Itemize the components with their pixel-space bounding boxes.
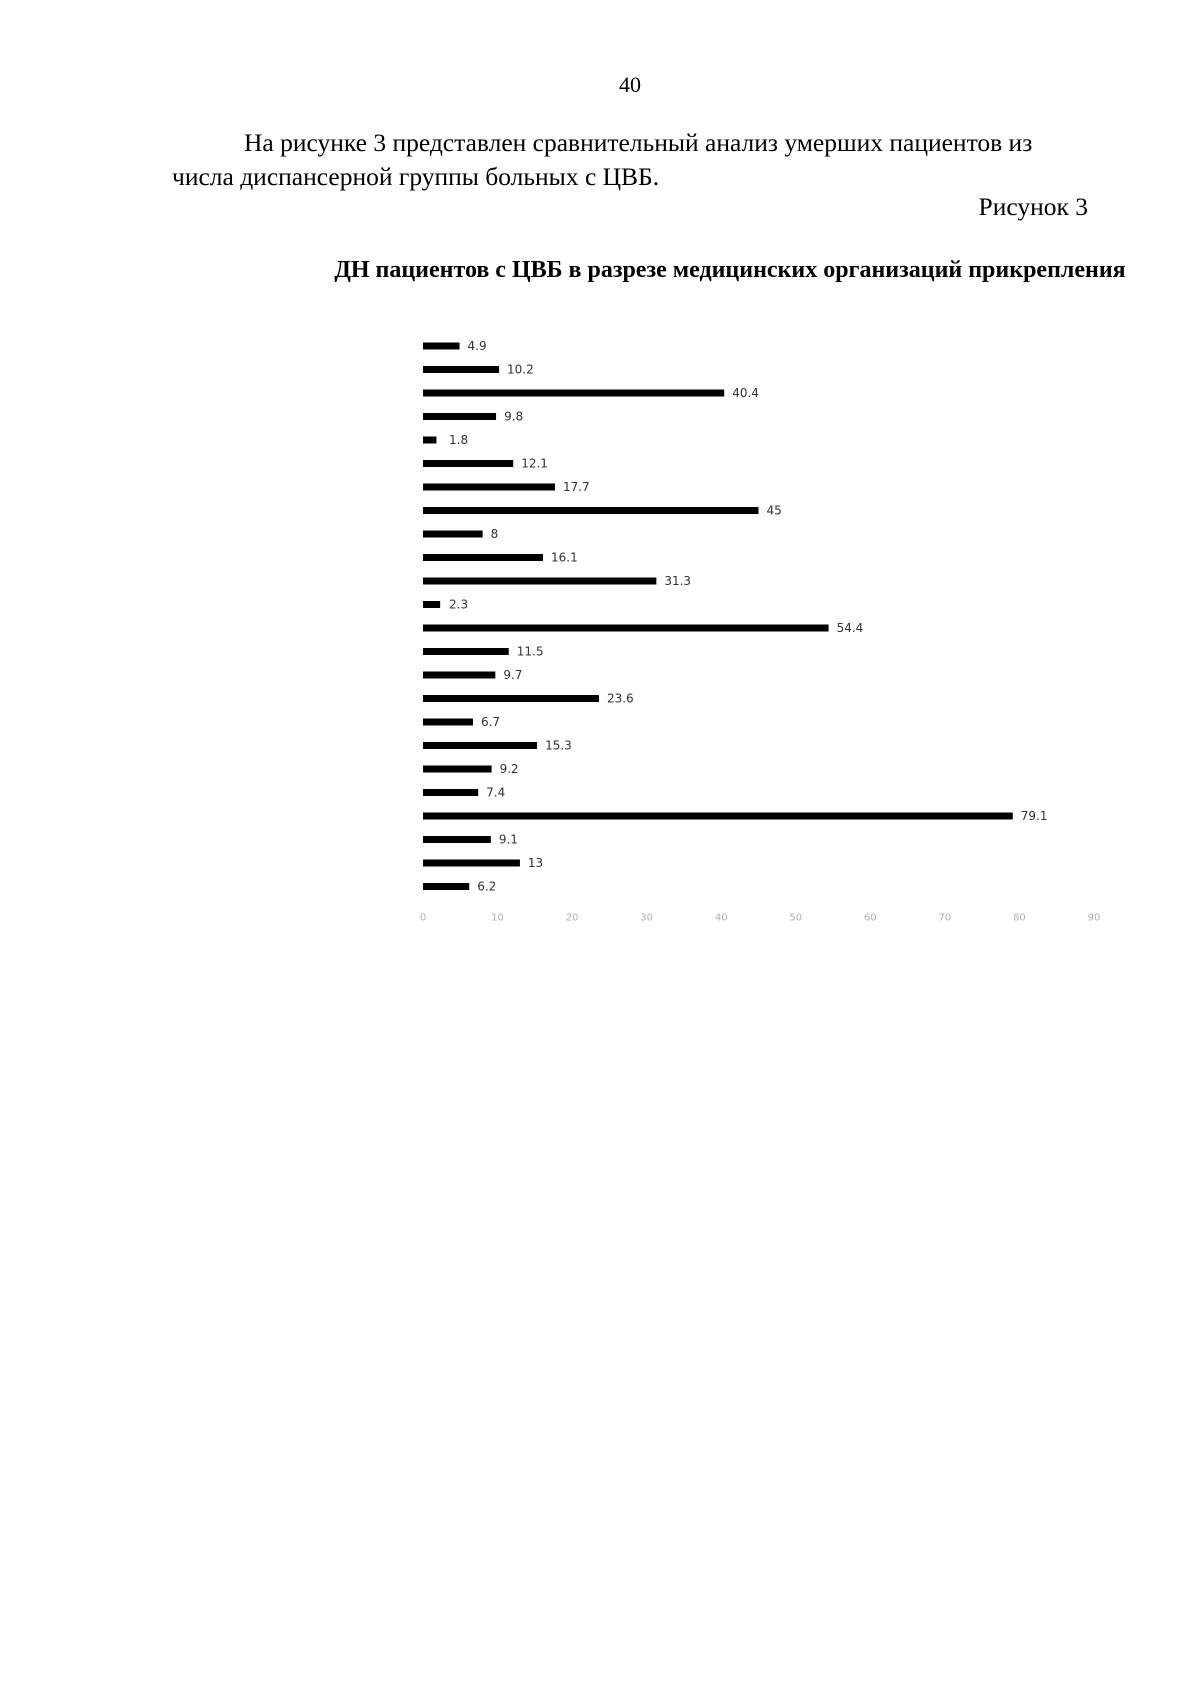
data-label: 45 [766, 503, 782, 518]
data-label: 8 [490, 527, 499, 541]
bar [423, 789, 478, 796]
bar [423, 484, 555, 491]
data-label: 16.1 [551, 550, 578, 565]
bar [423, 366, 499, 373]
data-label: 11.5 [516, 644, 544, 659]
x-tick-label: 50 [789, 912, 803, 924]
bar [423, 883, 469, 890]
bar [423, 554, 543, 561]
data-label: 31.3 [664, 574, 692, 588]
data-label: 23.6 [606, 691, 634, 706]
data-label: 40.4 [732, 386, 759, 400]
x-tick-label: 40 [714, 912, 728, 924]
bar [423, 531, 483, 538]
bar [423, 507, 759, 514]
chart-title: ДН пациентов с ЦВБ в разрезе медицинских организаций прикрепления [334, 257, 1126, 283]
bar [423, 460, 513, 467]
x-tick-label: 30 [640, 912, 654, 924]
bar [423, 437, 436, 444]
data-label: 79.1 [1020, 809, 1048, 823]
bar [423, 648, 509, 655]
bar [423, 413, 496, 420]
data-label: 1.8 [449, 433, 469, 447]
data-label: 9.7 [503, 668, 523, 682]
data-label: 15.3 [545, 738, 572, 753]
x-tick-label: 0 [419, 912, 427, 924]
bar [423, 836, 491, 843]
bar [423, 390, 724, 397]
bar [423, 672, 495, 679]
bar [423, 719, 473, 726]
data-label: 6.7 [480, 715, 501, 729]
x-tick-label: 80 [1013, 912, 1026, 924]
bar [423, 766, 492, 773]
data-label: 9.2 [499, 762, 519, 776]
data-label: 12.1 [521, 456, 548, 471]
data-label: 7.4 [486, 785, 506, 800]
data-label: 10.2 [507, 362, 534, 377]
bar [423, 813, 1013, 820]
data-label: 54.4 [836, 621, 864, 635]
x-tick-label: 90 [1087, 912, 1101, 924]
data-label: 13 [527, 856, 544, 870]
bar [423, 860, 520, 867]
data-label: 17.7 [562, 480, 590, 494]
x-tick-label: 70 [938, 912, 952, 924]
bar [423, 742, 537, 749]
data-label: 9.1 [498, 832, 518, 847]
bar [423, 695, 599, 702]
x-tick-label: 60 [863, 912, 877, 924]
bar [423, 578, 656, 585]
bar [423, 343, 460, 350]
bar [423, 625, 829, 632]
bar [423, 601, 440, 608]
x-tick-label: 20 [565, 912, 579, 924]
data-label: 9.8 [504, 409, 524, 424]
figure-caption: Рисунок 3 [978, 192, 1088, 221]
page-number: 40 [619, 72, 641, 97]
data-label: 6.2 [477, 879, 497, 894]
bar-chart [0, 330, 1200, 950]
x-tick-label: 10 [491, 912, 504, 924]
data-label: 4.9 [467, 339, 487, 353]
body-paragraph: На рисунке 3 представлен сравнительный анализ умерших пациентов из числа диспансерной группы больных с ЦВБ. [172, 128, 1033, 191]
data-label: 2.3 [449, 597, 469, 612]
